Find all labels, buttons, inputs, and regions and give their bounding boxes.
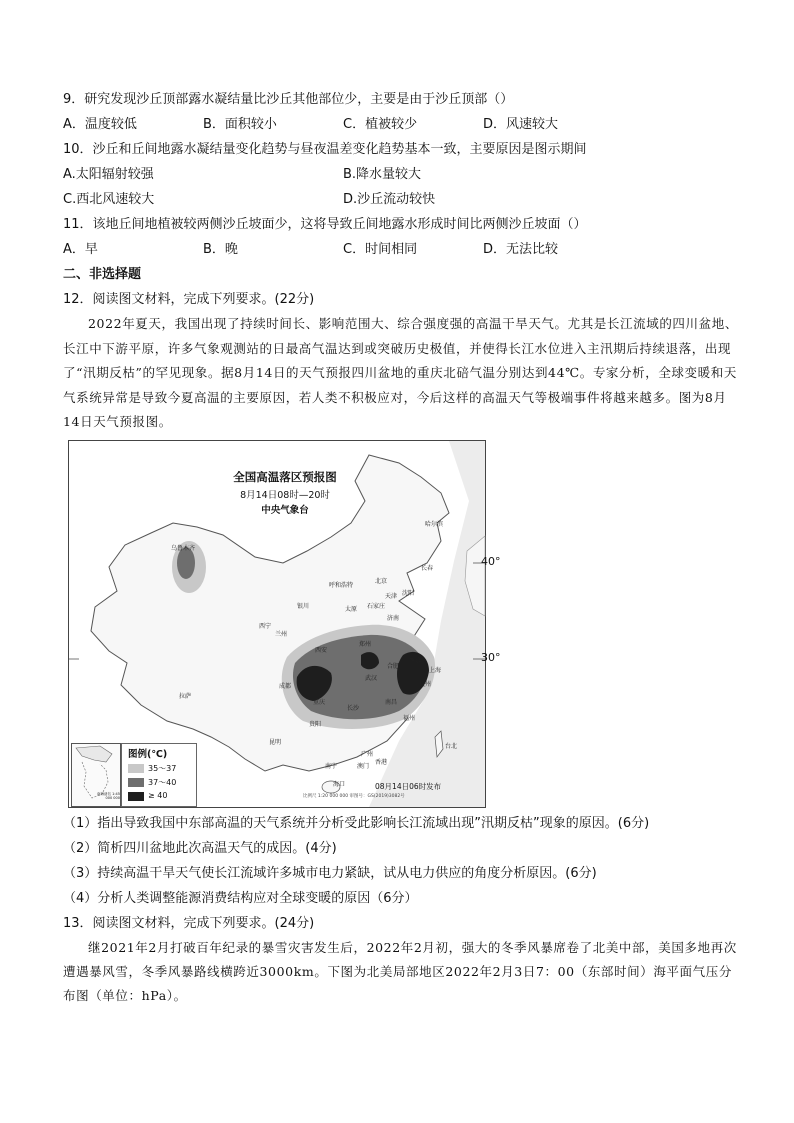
city-label: 太原 [345,606,358,613]
city-label: 银川 [297,603,310,610]
q11-option-c: C．时间相同 [343,242,418,257]
map-legend [121,743,197,807]
q12-passage: 2022年夏天，我国出现了持续时间长、影响范围大、综合强度强的高温干旱天气。尤其是长江流域的四川盆地、长江中下游平原，许多气象观测站的日最高气温达到或突破历史极值，并使得长江水位进入主汛期后持续退落，出现了“汛期反枯”的罕见现象。据8月14日的天气预报四川盆地的重庆北碚气温分别达到44℃。专家分析，全球变暖和天气系统异常是导致今夏高温的主要原因，若人类不积极应对，今后这样的高温天气等极端事件将越来越多。图为8月14日天气预报图。 [63,316,738,429]
city-label: 广州 [361,751,374,758]
map-title: 全国高温落区预报图 [233,470,337,484]
legend-swatch-mid [128,778,144,787]
q12-stem: 12．阅读图文材料，完成下列要求。(22分) [63,292,315,307]
city-label: 台北 [445,743,458,750]
city-label: 澳门 [357,763,370,770]
q12-sub2: （2）简析四川盆地此次高温天气的成因。(4分) [63,841,337,856]
lat-40-label: 40° [481,555,501,568]
lat-30-label: 30° [481,651,501,664]
q10-option-b: B.降水量较大 [343,167,422,182]
city-label: 天津 [385,593,398,600]
city-label: 石家庄 [367,603,386,610]
q11-option-a: A．早 [63,242,98,257]
legend-label-light: 35～37 [148,764,177,773]
q11-option-d: D．无法比较 [483,242,559,257]
city-label: 昆明 [269,739,282,746]
city-label: 合肥 [387,663,400,670]
q9-option-a: A．温度较低 [63,117,137,132]
city-label: 南昌 [385,699,398,706]
city-label: 长春 [421,565,434,572]
q12-sub3: （3）持续高温干旱天气使长江流域许多城市电力紧缺，试从电力供应的角度分析原因。(6分) [63,866,597,881]
q13-stem: 13．阅读图文材料，完成下列要求。(24分) [63,916,315,931]
q9-stem: 9．研究发现沙丘顶部露水凝结量比沙丘其他部位少，主要是由于沙丘顶部（） [63,92,514,107]
q10-option-d: D.沙丘流动较快 [343,192,436,207]
city-label: 呼和浩特 [329,582,354,589]
forecast-map [68,440,501,808]
q13-passage: 继2021年2月打破百年纪录的暴雪灾害发生后，2022年2月初，强大的冬季风暴席卷了北美中部，美国多地再次遭遇暴风雪，冬季风暴路线横跨近3000km。下图为北美局部地区2022年2月3日7：00（东部时间）海平面气压分布图（单位：hPa）。 [63,940,737,1003]
city-label: 南宁 [325,763,338,770]
city-label: 乌鲁木齐 [171,545,196,552]
city-label: 北京 [375,578,388,585]
city-label: 郑州 [359,641,372,648]
city-label: 长沙 [347,705,360,712]
city-label: 福州 [403,715,416,722]
q10-option-a: A.太阳辐射较强 [63,167,154,182]
legend-swatch-light [128,764,144,773]
map-agency: 中央气象台 [261,505,309,516]
city-label: 贵阳 [309,721,322,728]
q9-option-c: C．植被较少 [343,117,418,132]
release-time: 08月14日06时发布 [375,782,442,791]
city-label: 哈尔滨 [425,521,444,528]
q9-option-d: D．风速较大 [483,117,559,132]
city-label: 济南 [387,615,400,622]
city-label: 海口 [333,781,346,788]
q12-sub4: （4）分析人类调整能源消费结构应对全球变暖的原因（6分） [63,891,418,906]
city-label: 沈阳 [402,590,415,597]
q9-option-b: B．面积较小 [203,117,277,132]
legend-swatch-dark [128,792,144,801]
legend-label-dark: ≥ 40 [148,791,168,800]
q10-stem: 10．沙丘和丘间地露水凝结量变化趋势与昼夜温差变化趋势基本一致，主要原因是图示期间 [63,142,587,157]
city-label: 西安 [315,647,328,654]
south-china-sea-inset [71,743,121,807]
legend-label-mid: 37～40 [148,778,177,787]
city-label: 上海 [429,667,442,674]
q12-sub1: （1）指出导致我国中东部高温的天气系统并分析受此影响长江流域出现”汛期反枯”现象的原因。(6分) [63,816,650,831]
inset-note: 南海诸岛 1:45 000 000 [97,792,120,800]
city-label: 西宁 [259,623,272,630]
q11-option-b: B．晚 [203,242,238,257]
q10-option-c: C.西北风速较大 [63,192,155,207]
legend-title: 图例(℃) [128,749,168,760]
q11-stem: 11．该地丘间地植被较两侧沙丘坡面少，这将导致丘间地露水形成时间比两侧沙丘坡面（） [63,217,587,232]
city-label: 重庆 [313,699,326,706]
city-label: 香港 [375,759,388,766]
city-label: 兰州 [275,631,288,638]
city-label: 杭州 [419,681,432,688]
map-subtitle: 8月14日08时—20时 [240,490,330,501]
city-label: 南京 [409,657,422,664]
city-label: 武汉 [365,675,378,682]
city-label: 拉萨 [179,693,192,700]
city-label: 成都 [279,683,292,690]
section-heading: 二、非选择题 [63,267,142,282]
map-scale: 比例尺 1:20 000 000 审图号：GS(2019)3082号 [303,794,405,799]
